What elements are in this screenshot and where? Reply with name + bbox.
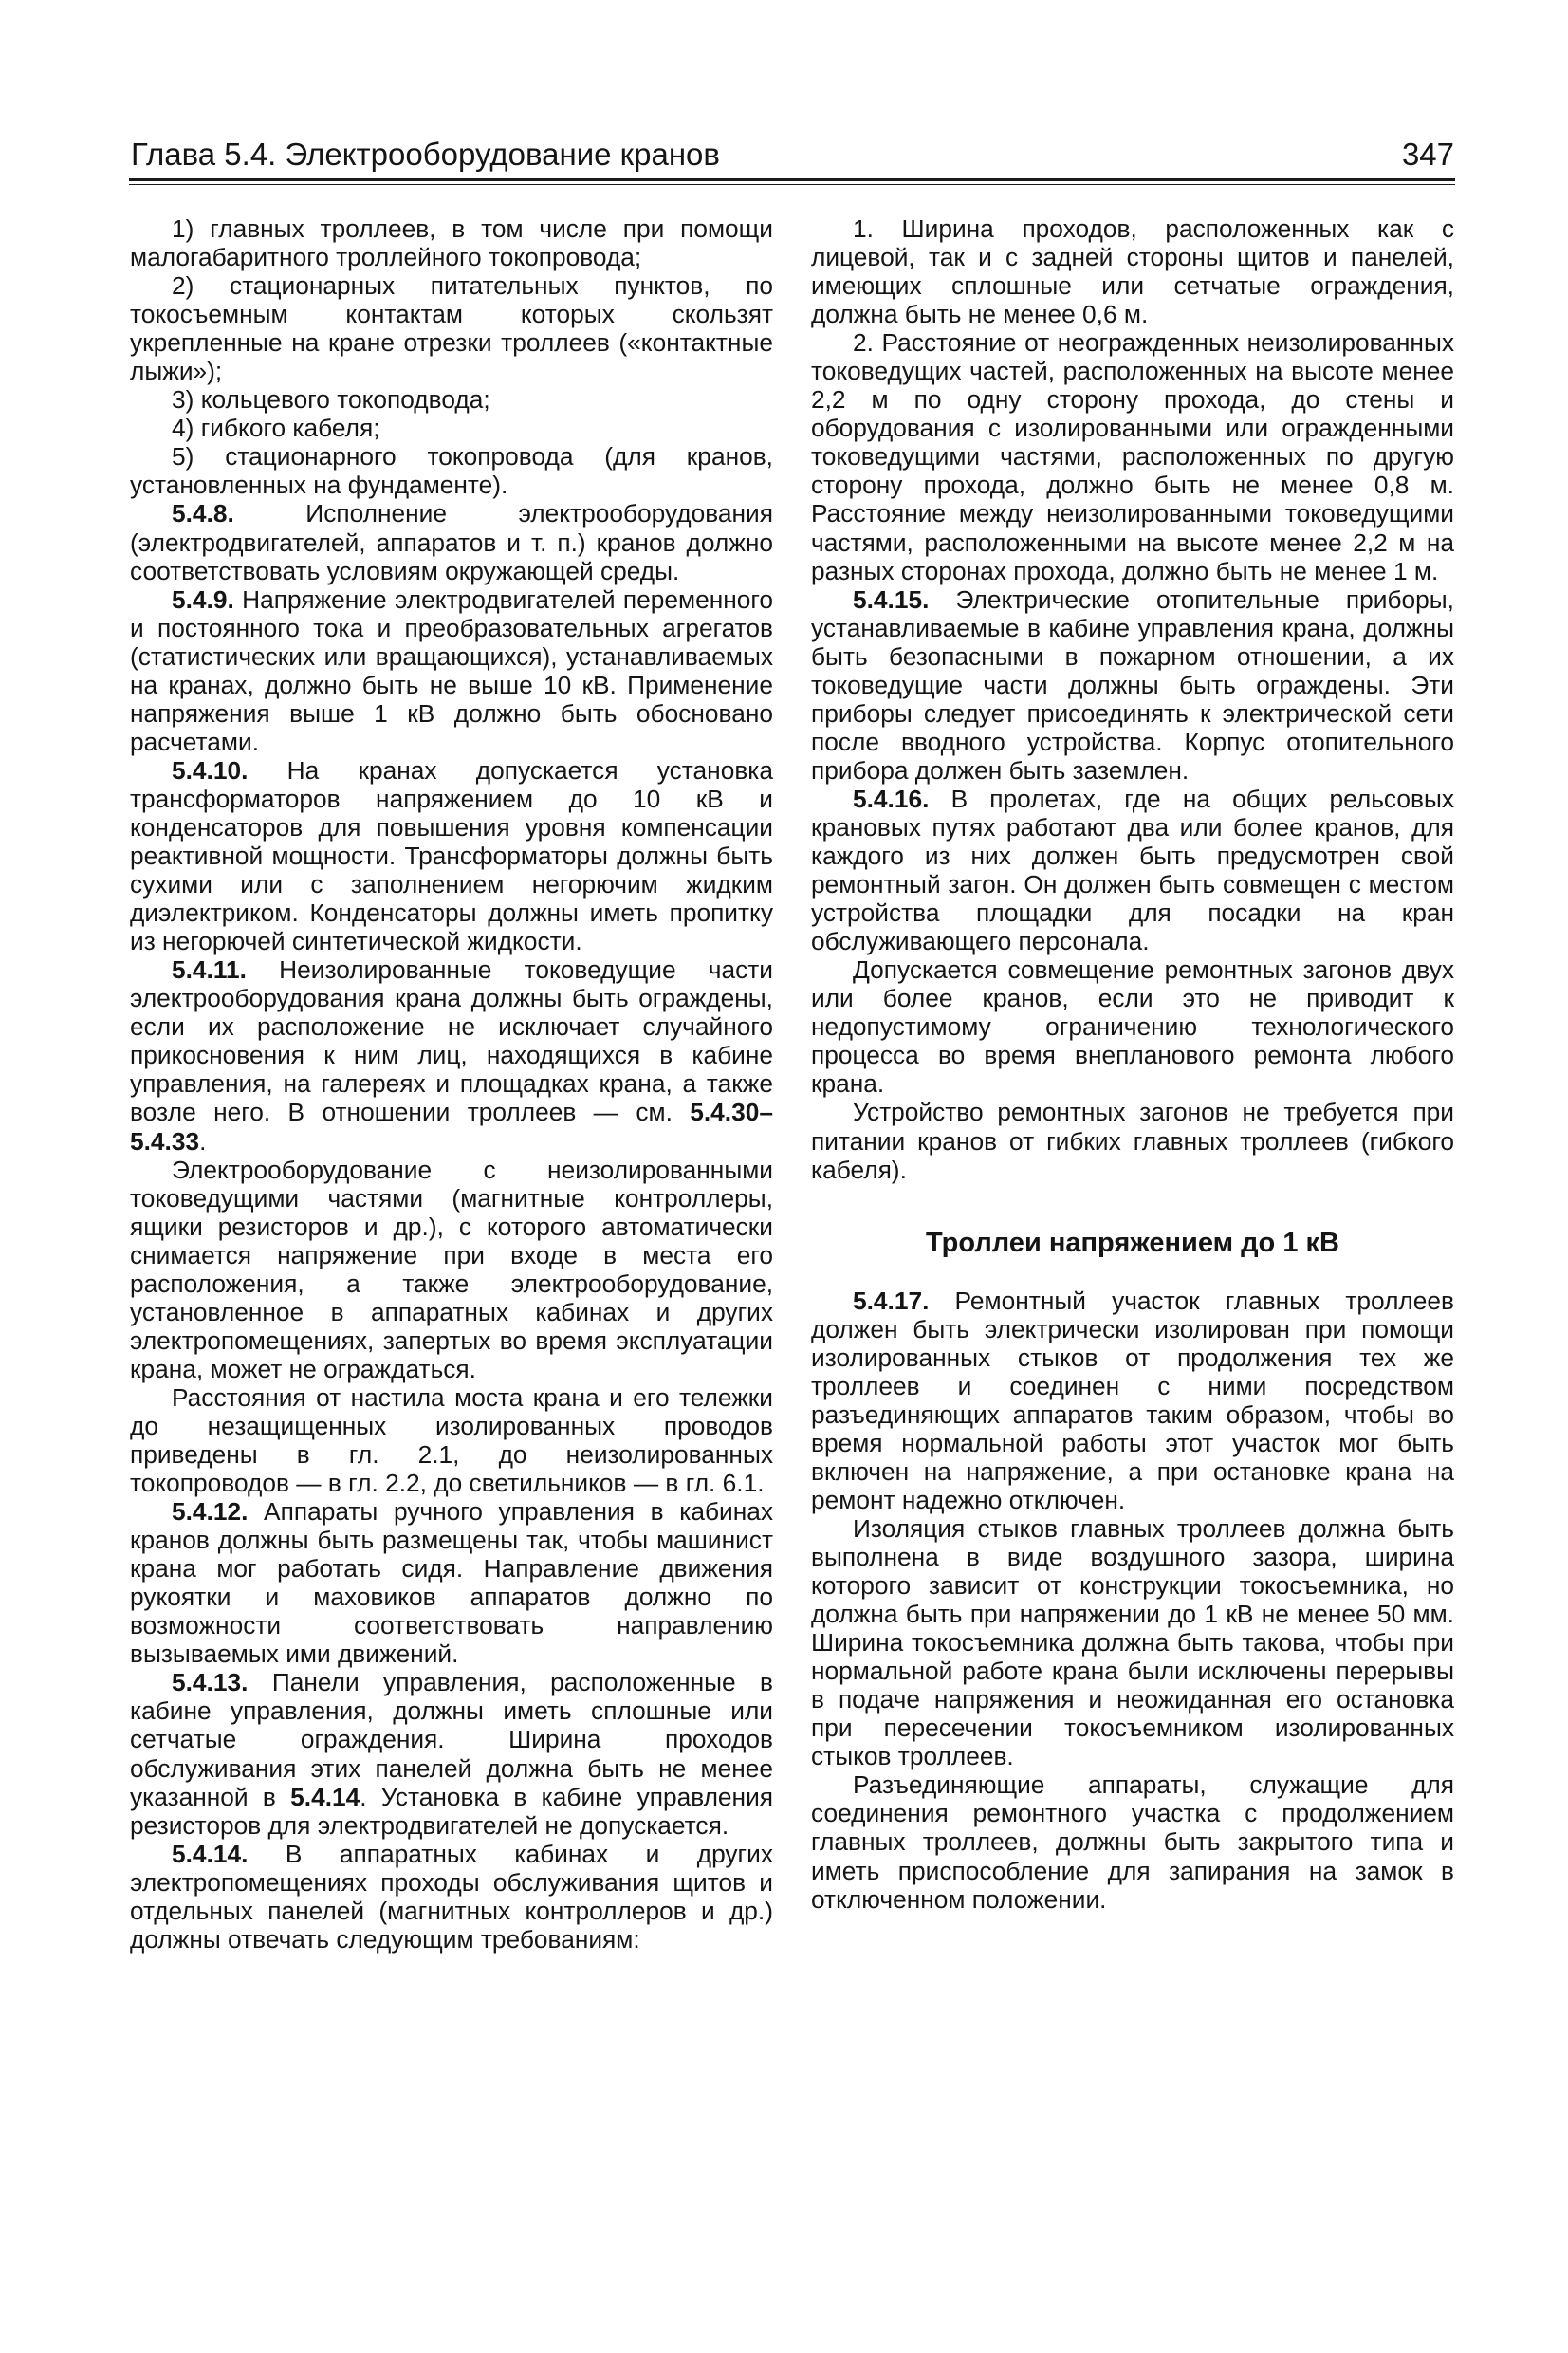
paragraph: 1. Ширина проходов, расположенных как с лицевой, так и с задней стороны щитов и панелей, имеющих сплошные или сетчатые ограждения, должна быть не менее 0,6 м.: [811, 214, 1454, 329]
header-rule-thick: [129, 178, 1455, 181]
clause-5-4-9: 5.4.9. Напряжение электродвигателей переменного и постоянного тока и преобразовательных агрегатов (статистических или вращающихся), устанавливаемых на кранах, должно быть не выше 10 кВ. Применение напряжения выше 1 кВ должно быть обосновано расчетами.: [130, 584, 773, 756]
paragraph: 1) главных троллеев, в том числе при помощи малогабаритного троллейного токопровода;: [130, 214, 773, 272]
clause-5-4-8: 5.4.8. Исполнение электрооборудования (электродвигателей, аппаратов и т. п.) кранов должно соответствовать условиям окружающей среды.: [130, 499, 773, 585]
clause-number: 5.4.17.: [853, 1286, 930, 1315]
paragraph: Электрооборудование с неизолированными токоведущими частями (магнитные контроллеры, ящики резисторов и др.), с которого автоматически снимается напряжение при входе в места его расположения, а также электрооборудование, установленное в аппаратных кабинах и других электропомещениях, запертых во время эксплуатации крана, может не ограждаться.: [130, 1155, 773, 1383]
paragraph: 5) стационарного токопровода (для кранов, установленных на фундаменте).: [130, 442, 773, 500]
paragraph: Устройство ремонтных загонов не требуется при питании кранов от гибких главных троллеев (гибкого кабеля).: [811, 1098, 1454, 1184]
paragraph: 3) кольцевого токоподвода;: [172, 385, 490, 415]
clause-5-4-10: 5.4.10. На кранах допускается установка трансформаторов напряжением до 10 кВ и конденсаторов для повышения уровня компенсации реактивной мощности. Трансформаторы должны быть сухими или с заполнением негорючим жидким диэлектриком. Конденсаторы должны иметь пропитку из негорючей синтетической жидкости.: [130, 755, 773, 956]
header-rule-thin: [129, 184, 1455, 185]
paragraph: Изоляция стыков главных троллеев должна быть выполнена в виде воздушного зазора, ширина которого зависит от конструкции токосъемника, но должна быть при напряжении до 1 кВ не менее 50 мм. Ширина токосъемника должна быть такова, чтобы при нормальной работе крана были исключены перерывы в подаче напряжения и неожиданная его остановка при пересечении токосъемником изолированных стыков троллеев.: [811, 1513, 1454, 1771]
left-column: [130, 214, 773, 1954]
clause-5-4-17: 5.4.17. Ремонтный участок главных троллеев должен быть электрически изолирован при помощи изолированных стыков от продолжения тех же троллеев и соединен с ними посредством разъединяющих аппаратов таким образом, чтобы во время нормальной работы этот участок мог быть включен на напряжение, а при остановке крана на ремонт надежно отключен.: [811, 1286, 1454, 1514]
clause-5-4-11: 5.4.11. Неизолированные токоведущие части электрооборудования крана должны быть ограждены, если их расположение не исключает случайного прикосновения к ним лиц, находящихся в кабине управления, на галереях и площадках крана, а также возле него. В отношении троллеев — см. 5.4.30–5.4.33.: [130, 955, 773, 1156]
clause-number: 5.4.15.: [853, 584, 930, 614]
paragraph: 2. Расстояние от неогражденных неизолированных токоведущих частей, расположенных на высоте менее 2,2 м по одну сторону прохода, до стены и оборудования с изолированными или огражденными токоведущими частями, расположенных по другую сторону прохода, должно быть не менее 0,8 м. Расстояние между неизолированными токоведущими частями, расположенными на высоте менее 2,2 м на разных сторонах прохода, должно быть не менее 1 м.: [811, 328, 1454, 585]
paragraph: 2) стационарных питательных пунктов, по токосъемным контактам которых скользят укрепленные на кране отрезки троллеев («контактные лыжи»);: [130, 271, 773, 386]
clause-5-4-15: 5.4.15. Электрические отопительные приборы, устанавливаемые в кабине управления крана, должны быть безопасными в пожарном отношении, а их токоведущие части должны быть ограждены. Эти приборы следует присоединять к электрической сети после вводного устройства. Корпус отопительного прибора должен быть заземлен.: [811, 584, 1454, 785]
paragraph: Разъединяющие аппараты, служащие для соединения ремонтного участка с продолжением главных троллеев, должны быть закрытого типа и иметь приспособление для запирания на замок в отключенном положении.: [811, 1770, 1454, 1914]
clause-number: 5.4.10.: [172, 755, 249, 785]
clause-number: 5.4.13.: [172, 1668, 249, 1697]
clause-5-4-12: 5.4.12. Аппараты ручного управления в кабинах кранов должны быть размещены так, чтобы машинист крана мог работать сидя. Направление движения рукоятки и маховиков аппаратов должно по возможности соответствовать направлению вызываемых ими движений.: [130, 1497, 773, 1669]
clause-number: 5.4.16.: [853, 784, 930, 813]
clause-number: 5.4.12.: [172, 1497, 249, 1527]
chapter-title: Глава 5.4. Электрооборудование кранов: [131, 137, 720, 172]
clause-number: 5.4.14.: [172, 1839, 249, 1868]
right-column: [811, 214, 1454, 1914]
clause-number: 5.4.8.: [172, 499, 234, 528]
clause-number: 5.4.9.: [172, 584, 234, 614]
page-number: 347: [1401, 137, 1454, 172]
clause-reference: 5.4.14: [290, 1782, 360, 1811]
paragraph: Расстояния от настила моста крана и его тележки до незащищенных изолированных проводов приведены в гл. 2.1, до неизолированных токопроводов — в гл. 2.2, до светильников — в гл. 6.1.: [130, 1382, 773, 1498]
clause-5-4-14: 5.4.14. В аппаратных кабинах и других электропомещениях проходы обслуживания щитов и отдельных панелей (магнитных контроллеров и др.) должны отвечать следующим требованиям:: [130, 1839, 773, 1954]
clause-number: 5.4.11.: [172, 955, 247, 985]
clause-5-4-16: 5.4.16. В пролетах, где на общих рельсовых крановых путях работают два или более кранов, для каждого из них должен быть предусмотрен свой ремонтный загон. Он должен быть совмещен с местом устройства площадки для посадки на кран обслуживающего персонала.: [811, 784, 1454, 956]
paragraph: 4) гибкого кабеля;: [172, 414, 380, 443]
clause-reference: 5.4.30–5.4.33: [130, 1098, 773, 1156]
section-heading: Троллеи напряжением до 1 кВ: [926, 1227, 1339, 1258]
running-header: [131, 133, 1454, 176]
clause-5-4-13: 5.4.13. Панели управления, расположенные в кабине управления, должны иметь сплошные или сетчатые ограждения. Ширина проходов обслуживания этих панелей должна быть не менее указанной в 5.4.14. Установка в кабине управления резисторов для электродвигателей не допускается.: [130, 1668, 773, 1840]
paragraph: Допускается совмещение ремонтных загонов двух или более кранов, если это не приводит к недопустимому ограничению технологического процесса во время внепланового ремонта любого крана.: [811, 955, 1454, 1099]
